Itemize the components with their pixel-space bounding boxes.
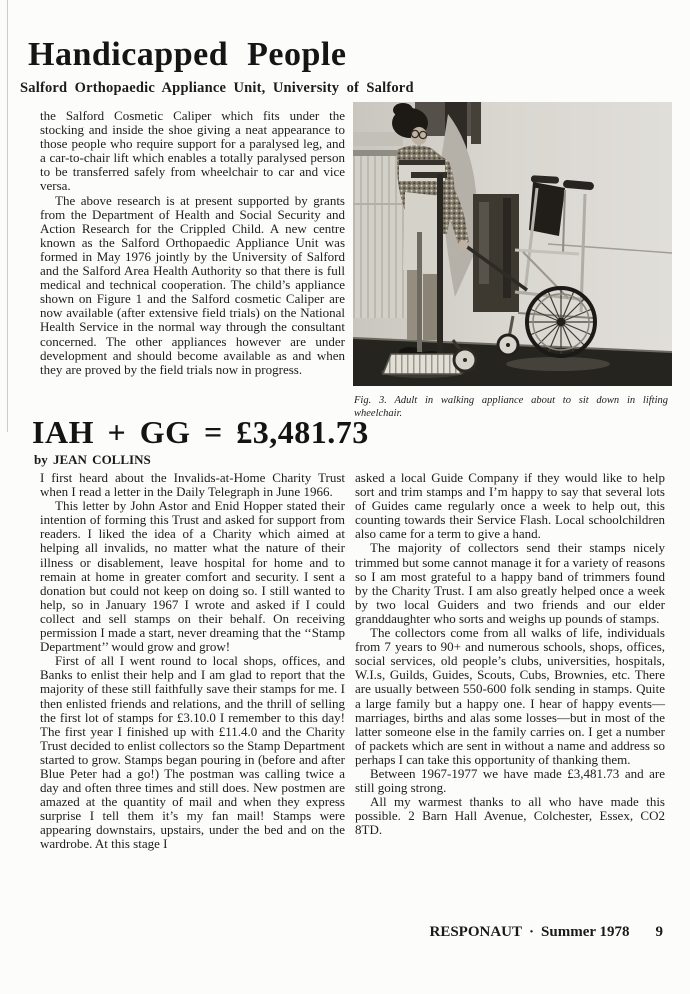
article2-left-column — [40, 471, 345, 852]
article2-paragraph: The majority of collectors send their stamps nicely trimmed but some cannot manage it for a variety of reasons so I am most grateful to a happy band of trimmers found by the Charity Trust. I am also greatly helped once a week by two local Guiders and two friends and our elder granddaughter who sorts and weighs up pounds of stamps. — [355, 540, 665, 626]
article2-byline: by JEAN COLLINS — [34, 452, 151, 467]
page-subtitle: Salford Orthopaedic Appliance Unit, University of Salford — [20, 80, 414, 96]
page-title: Handicapped People — [28, 36, 347, 73]
article2-paragraph: Between 1967-1977 we have made £3,481.73 and are still going strong. — [355, 765, 665, 796]
issue-label: Summer 1978 — [541, 924, 630, 940]
page-footer — [355, 924, 663, 941]
figure3-caption: Fig. 3. Adult in walking appliance about to sit down in lifting wheelchair. — [354, 395, 668, 419]
article2-paragraph: I first heard about the Invalids-at-Home Charity Trust when I read a letter in the Daily Telegraph in June 1966. — [40, 470, 345, 500]
article1-paragraph: the Salford Cosmetic Caliper which fits under the stocking and inside the shoe giving a neat appearance to those people who require support for a paralysed leg, and a car-to-chair lift which enables a totally paralysed person to be transferred safely from wheelchair to car and vice versa. — [40, 108, 345, 194]
footer-separator: · — [529, 924, 535, 940]
article2-paragraph: asked a local Guide Company if they would like to help sort and trim stamps and I’m happy to say that several lots of Guides came regularly once a week to help out, this counting towards their Service Flash. Local schoolchildren also came for a term to give a hand. — [355, 470, 665, 542]
figure3-photo — [353, 102, 672, 386]
article2-headline: IAH + GG = £3,481.73 — [32, 414, 369, 450]
article1-paragraph: The above research is at present supported by grants from the Department of Health and Social Security and Action Research for the Crippled Child. A new centre known as the Salford Orthopaedic Appliance Unit was formed in May 1976 jointly by the University of Salford and the Salford Area Health Authority so that there is full medical and technical cooperation. The child’s appliance shown on Figure 1 and the Salford cosmetic Caliper are now available (after extensive field trials) on the National Health Service in the normal way through the consultant concerned. The other appliances however are under development and should become available as and when they are proved by the field trials now in progress. — [40, 192, 345, 377]
article1-column — [40, 109, 345, 377]
article2-paragraph: The collectors come from all walks of life, individuals from 7 years to 90+ and numerous schools, shops, offices, social services, old people’s clubs, universities, hospitals, W.I.s, Guilds, Guides, Scouts, Cubs, Brownies, etc. There are usually between 550-600 folk sending in stamps. Quite a large family but a happy one. I hear of happy events—marriages, births and alas some losses—but in most of the latter someone else in the family carries on. I get a number of packets which are sent in without a name and address so perhaps I can take this opportunity of thanking them. — [355, 625, 665, 767]
article2-paragraph: First of all I went round to local shops, offices, and Banks to enlist their help and I am glad to report that the majority of these still faithfully save their stamps for me. I then enlisted friends and relations, and the thrill of selling the first lot of stamps for £3.10.0 I remember to this day! The first year I finished up with £11.4.0 and the Charity Trust decided to enlist collectors so the Stamp Department started to grow. Stamps began pouring in (before and after Blue Peter had a go!) The postman was calling twice a day and often three times and still does. New postmen are amazed at the quantity of mail and when they express surprise I tell them it’s my fan mail! Stamps were appearing downstairs, upstairs, under the bed and on the wardrobe. At this stage I — [40, 653, 345, 852]
scan-edge-line — [7, 0, 8, 432]
walking-appliance-photo-illustration — [353, 102, 672, 386]
page-number: 9 — [655, 924, 663, 940]
article2-paragraph: All my warmest thanks to all who have made this possible. 2 Barn Hall Avenue, Colchester, Essex, CO2 8TD. — [355, 794, 665, 838]
article2-right-column — [355, 471, 665, 837]
article2-paragraph: This letter by John Astor and Enid Hopper stated their intention of forming this Trust and asked for support from readers. I liked the idea of a Charity which aimed at helping all invalids, no matter what the nature of their illness or disablement, leave hospital for home and to remain at home in greater comfort and security. I sent a donation but could not keep on doing so. I still wanted to help, so in January 1967 I wrote and asked if I could collect and sell stamps on their behalf. On receiving permission I made a start, never dreaming that the ‘‘Stamp Department’’ would grow and grow! — [40, 498, 345, 655]
journal-name: RESPONAUT — [429, 924, 522, 940]
